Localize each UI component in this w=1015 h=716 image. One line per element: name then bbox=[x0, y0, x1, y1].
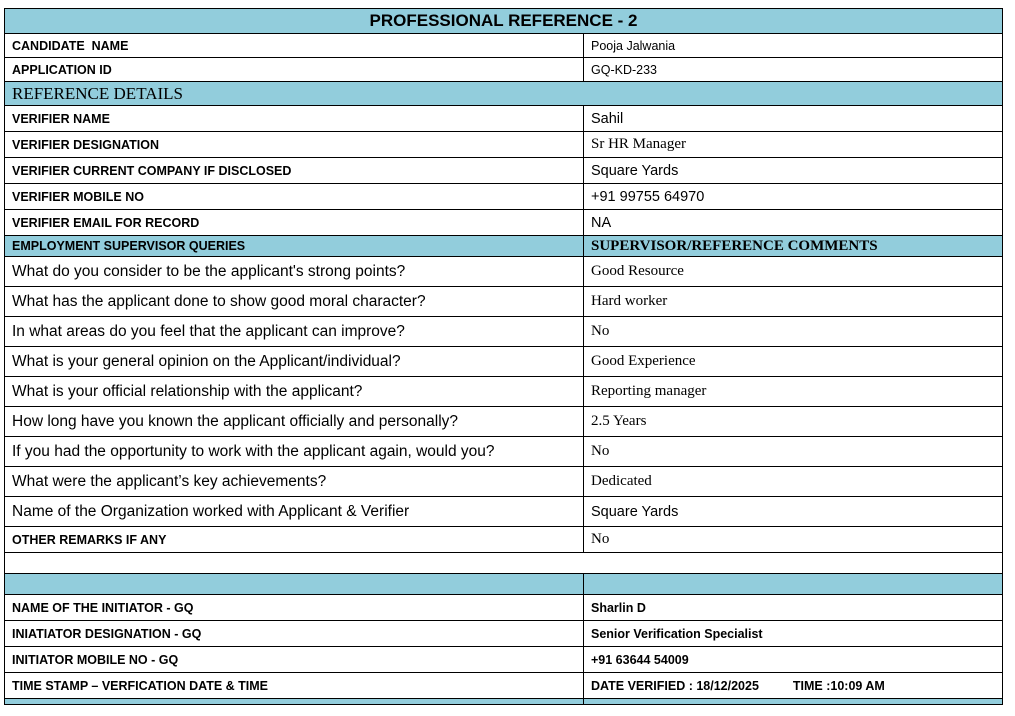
query-answer: No bbox=[584, 317, 1003, 347]
verifier-designation-label: VERIFIER DESIGNATION bbox=[5, 132, 584, 158]
queries-heading: EMPLOYMENT SUPERVISOR QUERIES bbox=[5, 236, 584, 257]
query-question: In what areas do you feel that the applicant can improve? bbox=[5, 317, 584, 347]
query-question: What is your general opinion on the Applicant/individual? bbox=[5, 347, 584, 377]
initiator-band-row bbox=[5, 574, 1003, 595]
footer-band-right bbox=[584, 699, 1003, 705]
time-verified: TIME :10:09 AM bbox=[792, 678, 885, 693]
initiator-designation-label: INIATIATOR DESIGNATION - GQ bbox=[5, 621, 584, 647]
query-question: What were the applicant’s key achievements? bbox=[5, 467, 584, 497]
verifier-name-label: VERIFIER NAME bbox=[5, 106, 584, 132]
initiator-row bbox=[5, 647, 1003, 673]
query-question: What has the applicant done to show good moral character? bbox=[5, 287, 584, 317]
candidate-name-label: CANDIDATE NAME bbox=[5, 34, 584, 58]
query-question: Name of the Organization worked with Applicant & Verifier bbox=[5, 497, 584, 527]
initiator-name-label: NAME OF THE INITIATOR - GQ bbox=[5, 595, 584, 621]
query-question: If you had the opportunity to work with the applicant again, would you? bbox=[5, 437, 584, 467]
candidate-name-value: Pooja Jalwania bbox=[584, 34, 1003, 58]
verifier-row bbox=[5, 210, 1003, 236]
reference-table bbox=[4, 8, 1003, 705]
verifier-email-value: NA bbox=[584, 210, 1003, 236]
blank-cell bbox=[5, 553, 1003, 574]
verifier-email-label: VERIFIER EMAIL FOR RECORD bbox=[5, 210, 584, 236]
initiator-band-right bbox=[584, 574, 1003, 595]
query-question: What do you consider to be the applicant's strong points? bbox=[5, 257, 584, 287]
verifier-company-label: VERIFIER CURRENT COMPANY IF DISCLOSED bbox=[5, 158, 584, 184]
query-row bbox=[5, 437, 1003, 467]
initiator-band-left bbox=[5, 574, 584, 595]
initiator-designation-value: Senior Verification Specialist bbox=[584, 621, 1003, 647]
verifier-row bbox=[5, 106, 1003, 132]
application-id-label: APPLICATION ID bbox=[5, 58, 584, 82]
date-verified: DATE VERIFIED : 18/12/2025 bbox=[591, 678, 759, 693]
query-answer: 2.5 Years bbox=[584, 407, 1003, 437]
query-row bbox=[5, 257, 1003, 287]
initiator-row bbox=[5, 621, 1003, 647]
verifier-row bbox=[5, 158, 1003, 184]
comments-heading: SUPERVISOR/REFERENCE COMMENTS bbox=[584, 236, 1003, 257]
timestamp-value bbox=[584, 673, 1003, 699]
other-remarks-value: No bbox=[584, 527, 1003, 553]
footer-band-left bbox=[5, 699, 584, 705]
blank-row bbox=[5, 553, 1003, 574]
verifier-mobile-value: +91 99755 64970 bbox=[584, 184, 1003, 210]
verifier-designation-value: Sr HR Manager bbox=[584, 132, 1003, 158]
application-id-value: GQ-KD-233 bbox=[584, 58, 1003, 82]
verifier-name-value: Sahil bbox=[584, 106, 1003, 132]
query-question: What is your official relationship with the applicant? bbox=[5, 377, 584, 407]
query-row bbox=[5, 497, 1003, 527]
application-id-row bbox=[5, 58, 1003, 82]
other-remarks-label: OTHER REMARKS IF ANY bbox=[5, 527, 584, 553]
page-title: PROFESSIONAL REFERENCE - 2 bbox=[5, 9, 1003, 34]
verifier-company-value: Square Yards bbox=[584, 158, 1003, 184]
reference-details-heading: REFERENCE DETAILS bbox=[5, 82, 1003, 106]
query-row bbox=[5, 467, 1003, 497]
query-row bbox=[5, 377, 1003, 407]
query-answer: Good Experience bbox=[584, 347, 1003, 377]
query-answer: No bbox=[584, 437, 1003, 467]
queries-header-row bbox=[5, 236, 1003, 257]
title-row bbox=[5, 9, 1003, 34]
reference-sheet bbox=[4, 8, 1002, 705]
other-remarks-row bbox=[5, 527, 1003, 553]
initiator-row bbox=[5, 595, 1003, 621]
query-row bbox=[5, 287, 1003, 317]
initiator-name-value: Sharlin D bbox=[584, 595, 1003, 621]
initiator-mobile-label: INITIATOR MOBILE NO - GQ bbox=[5, 647, 584, 673]
verifier-mobile-label: VERIFIER MOBILE NO bbox=[5, 184, 584, 210]
verifier-row bbox=[5, 184, 1003, 210]
query-row bbox=[5, 347, 1003, 377]
candidate-name-row bbox=[5, 34, 1003, 58]
footer-band-row bbox=[5, 699, 1003, 705]
timestamp-row bbox=[5, 673, 1003, 699]
timestamp-label: TIME STAMP – VERFICATION DATE & TIME bbox=[5, 673, 584, 699]
query-answer: Dedicated bbox=[584, 467, 1003, 497]
query-question: How long have you known the applicant officially and personally? bbox=[5, 407, 584, 437]
reference-details-header-row bbox=[5, 82, 1003, 106]
verifier-row bbox=[5, 132, 1003, 158]
query-answer: Square Yards bbox=[584, 497, 1003, 527]
query-row bbox=[5, 317, 1003, 347]
query-answer: Reporting manager bbox=[584, 377, 1003, 407]
query-row bbox=[5, 407, 1003, 437]
initiator-mobile-value: +91 63644 54009 bbox=[584, 647, 1003, 673]
query-answer: Hard worker bbox=[584, 287, 1003, 317]
query-answer: Good Resource bbox=[584, 257, 1003, 287]
